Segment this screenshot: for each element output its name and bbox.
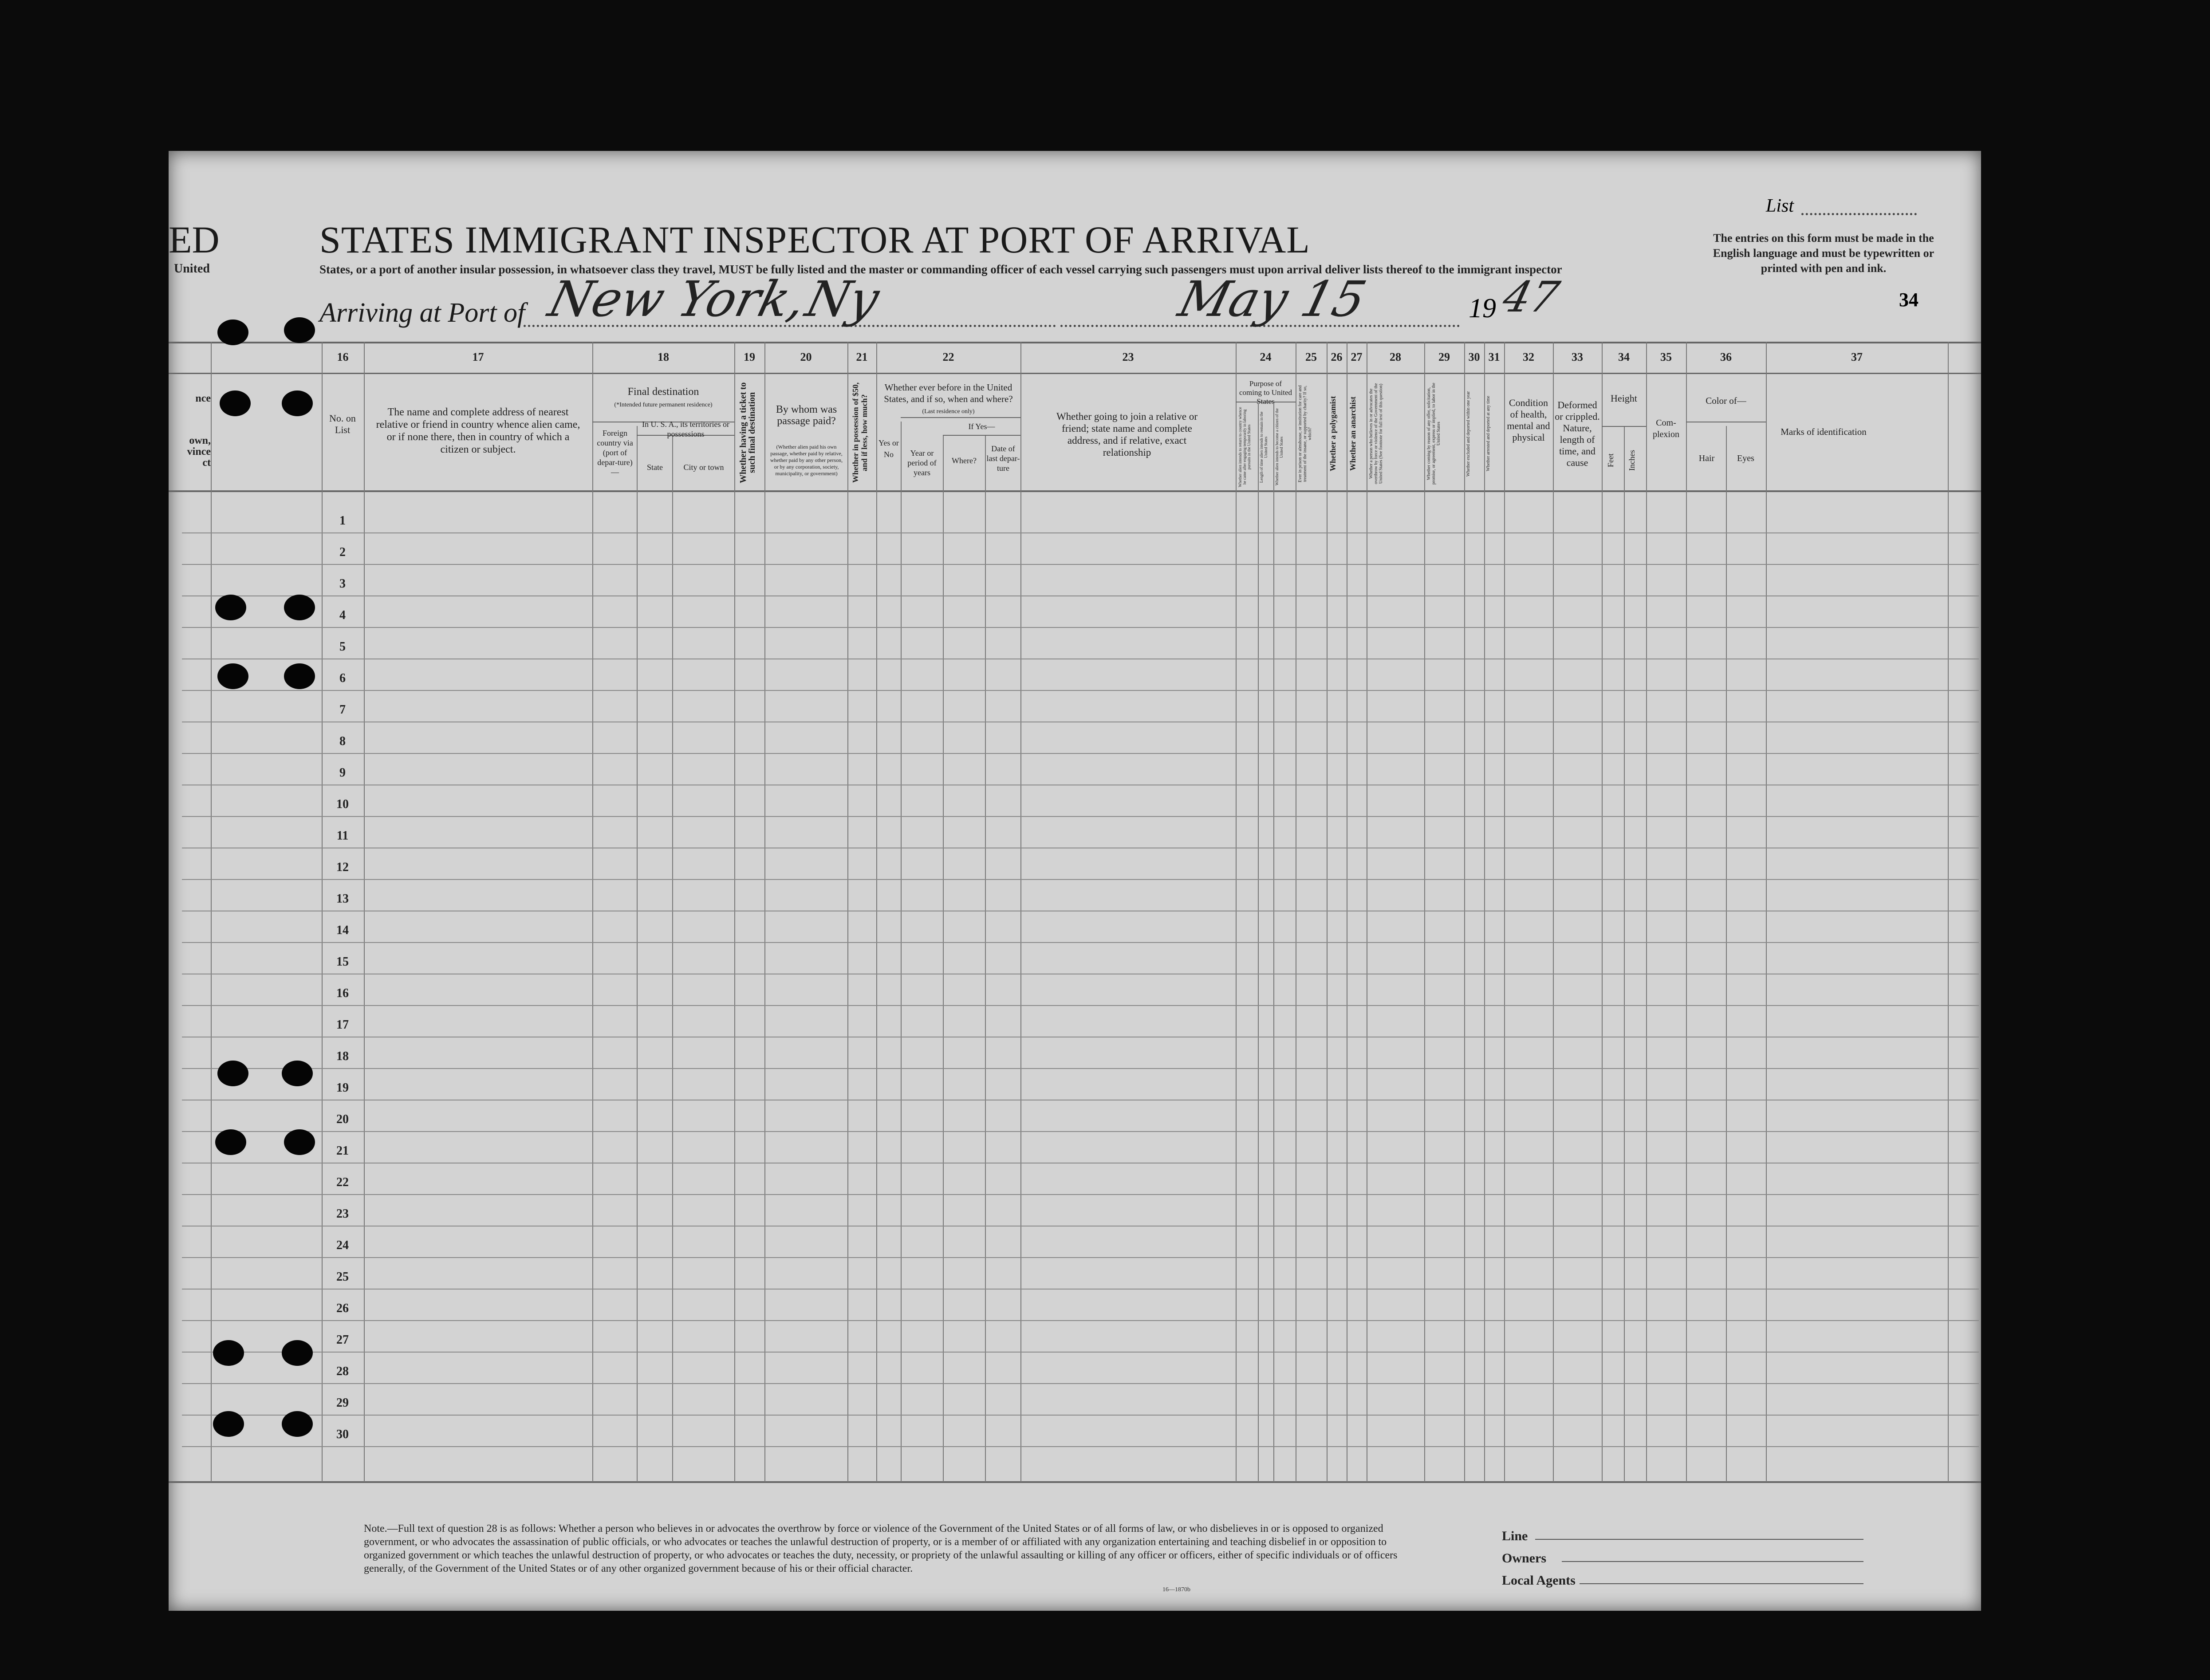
- col-number: 16: [337, 351, 349, 363]
- row-number: 17: [336, 1018, 349, 1032]
- date-handwritten: May 15: [1173, 271, 1372, 327]
- header-polygamist: Whether a polygamist: [1328, 396, 1337, 472]
- punch-hole: [213, 1411, 244, 1437]
- col-divider: [1766, 342, 1767, 1482]
- header-last-residence: (Last residence only): [922, 408, 975, 415]
- col-divider: [985, 435, 986, 1482]
- punch-hole: [215, 595, 246, 620]
- table-row: [182, 879, 1979, 880]
- header-ever-before-us: Whether ever before in the United States, and if so, when and where?: [884, 382, 1013, 404]
- row-number: 27: [336, 1333, 349, 1347]
- arriving-at-port-label: Arriving at Port of: [319, 298, 525, 328]
- header-join-relative: Whether going to join a relative or friend; state name and complete address, and if relative, exact relationship: [1056, 411, 1198, 458]
- state-handwritten: Ny: [800, 271, 885, 327]
- col-divider: [672, 435, 673, 1482]
- list-label: List: [1766, 196, 1794, 216]
- form-instructions: The entries on this form must be made in the English language and must be typewritten or printed with pen and ink.: [1713, 232, 1934, 275]
- port-handwritten: New York,: [543, 271, 812, 327]
- col-divider: [943, 435, 944, 1482]
- col-number: 17: [472, 351, 484, 363]
- line-fill-line: [1535, 1539, 1863, 1540]
- row-number: 15: [336, 955, 349, 969]
- header-hair: Hair: [1698, 454, 1715, 463]
- header-ticket: Whether having a ticket to such final destination: [738, 382, 757, 483]
- col-divider: [1464, 342, 1465, 1482]
- row-number: 9: [339, 766, 346, 780]
- table-row: [182, 564, 1979, 565]
- punch-hole: [217, 663, 248, 689]
- col-number: 32: [1523, 351, 1534, 363]
- col-number: 36: [1720, 351, 1732, 363]
- header-inches: Inches: [1627, 450, 1636, 471]
- row-number: 5: [339, 640, 346, 654]
- year-handwritten: 47: [1498, 273, 1564, 322]
- col-divider: [1686, 342, 1687, 1482]
- row-number: 3: [339, 577, 346, 591]
- table-row: [182, 1194, 1979, 1195]
- col-number: 25: [1305, 351, 1317, 363]
- header-date-departure: Date of last depar-ture: [986, 444, 1020, 473]
- row-number: 25: [336, 1270, 349, 1284]
- table-row: [182, 1352, 1979, 1353]
- agents-fill-line: [1580, 1583, 1863, 1584]
- header-height: Height: [1611, 393, 1637, 404]
- col-number: 20: [800, 351, 812, 363]
- col-divider: [847, 342, 848, 1482]
- title-left-fragment: United: [174, 262, 210, 276]
- row-number: 11: [336, 829, 349, 843]
- table-row: [182, 1131, 1979, 1132]
- header-foreign-country: Foreign country via (port of depar-ture)—: [597, 429, 633, 477]
- punch-hole: [284, 317, 315, 343]
- punch-hole: [220, 390, 251, 416]
- col-divider: [592, 342, 593, 1482]
- table-row: [182, 1320, 1979, 1321]
- local-agents-label: Local Agents: [1502, 1573, 1576, 1588]
- header-no-on-list: No. on List: [329, 413, 356, 435]
- stub-label: ct: [202, 457, 211, 469]
- col-number: 24: [1260, 351, 1272, 363]
- col-number: 31: [1488, 351, 1500, 363]
- sub-header-rule: [943, 435, 1020, 436]
- header-city-town: City or town: [683, 463, 724, 472]
- header-prison: Ever in prison or almshouse, or institution for care and treatment of the insane, or supported by charity? If so, which?: [1298, 385, 1312, 482]
- header-if-yes: If Yes—: [968, 422, 995, 431]
- header-final-destination-sub: (*Intended future permanent residence): [614, 402, 713, 408]
- punch-hole: [215, 1129, 246, 1155]
- header-purpose: Purpose of coming to United States: [1239, 379, 1292, 406]
- header-arrested: Whether arrested and deported at any time: [1486, 396, 1491, 472]
- form-id: 16—1870b: [1162, 1586, 1190, 1593]
- col-number: 28: [1390, 351, 1401, 363]
- col-divider: [734, 342, 735, 1482]
- col-divider: [1726, 426, 1727, 1482]
- col-number: 33: [1572, 351, 1583, 363]
- punch-hole: [213, 1340, 244, 1366]
- col-number: 21: [856, 351, 868, 363]
- row-number: 21: [336, 1144, 349, 1158]
- col-divider: [1948, 342, 1949, 1482]
- punch-hole: [282, 390, 313, 416]
- list-fill-line: [1801, 213, 1917, 215]
- col-divider: [1646, 342, 1647, 1482]
- header-final-destination: Final destination: [627, 386, 699, 398]
- row-number: 12: [336, 860, 349, 874]
- col-number: 26: [1331, 351, 1343, 363]
- table-row: [182, 1289, 1979, 1290]
- col-number: 27: [1351, 351, 1363, 363]
- header-year-period: Year or period of years: [907, 449, 937, 477]
- owners-fill-line: [1562, 1561, 1863, 1562]
- row-number: 6: [339, 671, 346, 685]
- header-in-usa: In U. S. A., its territories or possessions: [642, 420, 729, 438]
- owners-label: Owners: [1502, 1551, 1546, 1566]
- row-number: 26: [336, 1301, 349, 1315]
- punch-hole: [217, 319, 248, 345]
- col-divider: [1624, 426, 1625, 1482]
- col-divider: [1484, 342, 1485, 1482]
- row-number: 23: [336, 1207, 349, 1221]
- header-health: Condition of health, mental and physical: [1507, 397, 1550, 443]
- question-28-note: Note.—Full text of question 28 is as follows: Whether a person who believes in or advocates the overthrow by force or violence of the Government of the United States or of all forms of law, or who disbelieves in or is opposed to organized government, or who advocates the assassination of public officials, or who advocates or teaches the unlawful destruction of property, or is a member of or affiliated with any organization entertaining and teaching disbelief in or opposition to organized government or which teaches the unlawful destruction of property, or who advocates or teaches the duty, necessity, or propriety of the unlawful assaulting or killing of any officer or officers, either of specific individuals or of officers generally, of the Government of the United States or of any other organized government because of his or their official character.: [364, 1523, 1398, 1574]
- stub-label: own,: [189, 435, 211, 446]
- column-number-rule: [169, 373, 1981, 374]
- stub-label: nce: [195, 393, 211, 404]
- col-number: 34: [1618, 351, 1630, 363]
- col-divider: [211, 342, 212, 1482]
- row-number: 14: [336, 923, 349, 937]
- page-number: 34: [1899, 289, 1918, 311]
- header-yes-no: Yes or No: [878, 438, 899, 459]
- row-number: 29: [336, 1396, 349, 1410]
- row-number: 19: [336, 1081, 349, 1095]
- table-row: [182, 1383, 1979, 1384]
- year-prefix: 19: [1469, 293, 1496, 323]
- col-divider: [764, 342, 765, 1482]
- col-number: 22: [942, 351, 954, 363]
- table-row: [182, 690, 1979, 691]
- row-number: 8: [339, 734, 346, 748]
- punch-hole: [282, 1061, 313, 1086]
- header-passage-paid-sub: (Whether alien paid his own passage, whether paid by relative, whether paid by any other person, or by any corporation, society, municipality, or government): [770, 444, 843, 477]
- page-title: STATES IMMIGRANT INSPECTOR AT PORT OF ARRIVAL: [319, 218, 1310, 261]
- row-number: 20: [336, 1112, 349, 1126]
- header-anarchist: Whether an anarchist: [1348, 396, 1357, 471]
- table-row: [182, 627, 1979, 628]
- header-state: State: [647, 463, 663, 472]
- table-bottom-rule: [169, 1481, 1981, 1483]
- header-marks: Marks of identification: [1781, 426, 1867, 437]
- col-divider: [1504, 342, 1505, 1482]
- header-purpose-citizen: Whether alien intends to become a citizen of the United States: [1275, 408, 1284, 486]
- col-divider: [322, 342, 323, 1482]
- col-number: 18: [658, 351, 669, 363]
- manifest-sheet: [169, 151, 1981, 1611]
- table-top-rule: [169, 342, 1981, 343]
- table-row: [182, 1446, 1979, 1447]
- col-number: 30: [1468, 351, 1480, 363]
- header-deformed: Deformed or crippled. Nature, length of time, and cause: [1555, 399, 1600, 468]
- row-number: 7: [339, 703, 346, 717]
- col-number: 29: [1438, 351, 1450, 363]
- header-excluded: Whether excluded and deported within one year: [1466, 391, 1471, 477]
- header-overthrow: Whether a person who believes in or advocates the overthrow by force or violence of the Government of the United States (See footnote for full text of this question): [1369, 383, 1383, 485]
- table-row: [182, 816, 1979, 817]
- header-color-of: Color of—: [1706, 395, 1746, 406]
- col-divider: [1602, 342, 1603, 1482]
- col-divider: [1424, 342, 1425, 1482]
- table-row: [182, 1257, 1979, 1258]
- header-50-dollars: Whether in possession of $50, and if less, how much?: [851, 382, 869, 483]
- table-row: [182, 1005, 1979, 1006]
- punch-hole: [282, 1411, 313, 1437]
- header-feet: Feet: [1606, 454, 1615, 467]
- row-number: 24: [336, 1238, 349, 1252]
- punch-hole: [284, 663, 315, 689]
- col-divider: [1553, 342, 1554, 1482]
- col-divider: [1327, 342, 1328, 1482]
- title-corner-fragment: ED: [169, 218, 220, 261]
- table-row: [182, 595, 1979, 596]
- col-divider: [901, 422, 902, 1482]
- table-row: [182, 753, 1979, 754]
- row-number: 18: [336, 1049, 349, 1063]
- stub-label: vince: [187, 446, 211, 457]
- row-number: 22: [336, 1175, 349, 1189]
- row-number: 2: [339, 545, 346, 559]
- header-passage-paid: By whom was passage paid?: [776, 404, 837, 427]
- punch-hole: [282, 1340, 313, 1366]
- line-label: Line: [1502, 1529, 1528, 1543]
- row-number: 4: [339, 608, 346, 622]
- row-number: 16: [336, 986, 349, 1000]
- col-number: 37: [1851, 351, 1863, 363]
- header-purpose-length: Length of time alien intends to remain in the United States: [1259, 411, 1268, 483]
- row-number: 10: [336, 797, 349, 811]
- row-number: 1: [339, 514, 346, 528]
- row-number: 13: [336, 892, 349, 906]
- col-divider: [364, 342, 365, 1482]
- row-number: 28: [336, 1365, 349, 1378]
- col-number: 23: [1122, 351, 1134, 363]
- header-where: Where?: [952, 456, 977, 465]
- punch-hole: [217, 1061, 248, 1086]
- col-divider: [1020, 342, 1021, 1482]
- col-divider: [876, 342, 877, 1482]
- header-purpose-return: Whether alien intends to return to country whence he came after engaging temporarily in laboring pursuits in the United States: [1238, 407, 1251, 487]
- header-complexion: Com-plexion: [1653, 418, 1679, 439]
- col-number: 35: [1660, 351, 1672, 363]
- header-eyes: Eyes: [1737, 454, 1754, 463]
- row-number: 30: [336, 1428, 349, 1441]
- header-nearest-relative: The name and complete address of nearest relative or friend in country whence alien came, or if none there, then in country of which a citizen or subject.: [376, 406, 580, 455]
- page-subtitle: States, or a port of another insular possession, in whatsoever class they travel, MUST be fully listed and the master or commanding officer of each vessel carrying such passengers must upon arrival deliver lists thereof to the immigrant inspector: [319, 263, 1562, 276]
- col-divider: [1236, 342, 1237, 1482]
- table-row: [182, 532, 1979, 533]
- table-row: [182, 1415, 1979, 1416]
- col-number: 19: [744, 351, 755, 363]
- header-labor-offer: Whether coming by reason of any offer, solicitation, promise, or agreement, express or implied, to labor in the United States: [1426, 383, 1441, 485]
- sub-header-rule: [1602, 426, 1646, 427]
- punch-hole: [284, 1129, 315, 1155]
- punch-hole: [284, 595, 315, 620]
- col-divider: [637, 426, 638, 1482]
- header-bottom-rule: [169, 490, 1981, 492]
- table-row: [182, 942, 1979, 943]
- table-row: [182, 1068, 1979, 1069]
